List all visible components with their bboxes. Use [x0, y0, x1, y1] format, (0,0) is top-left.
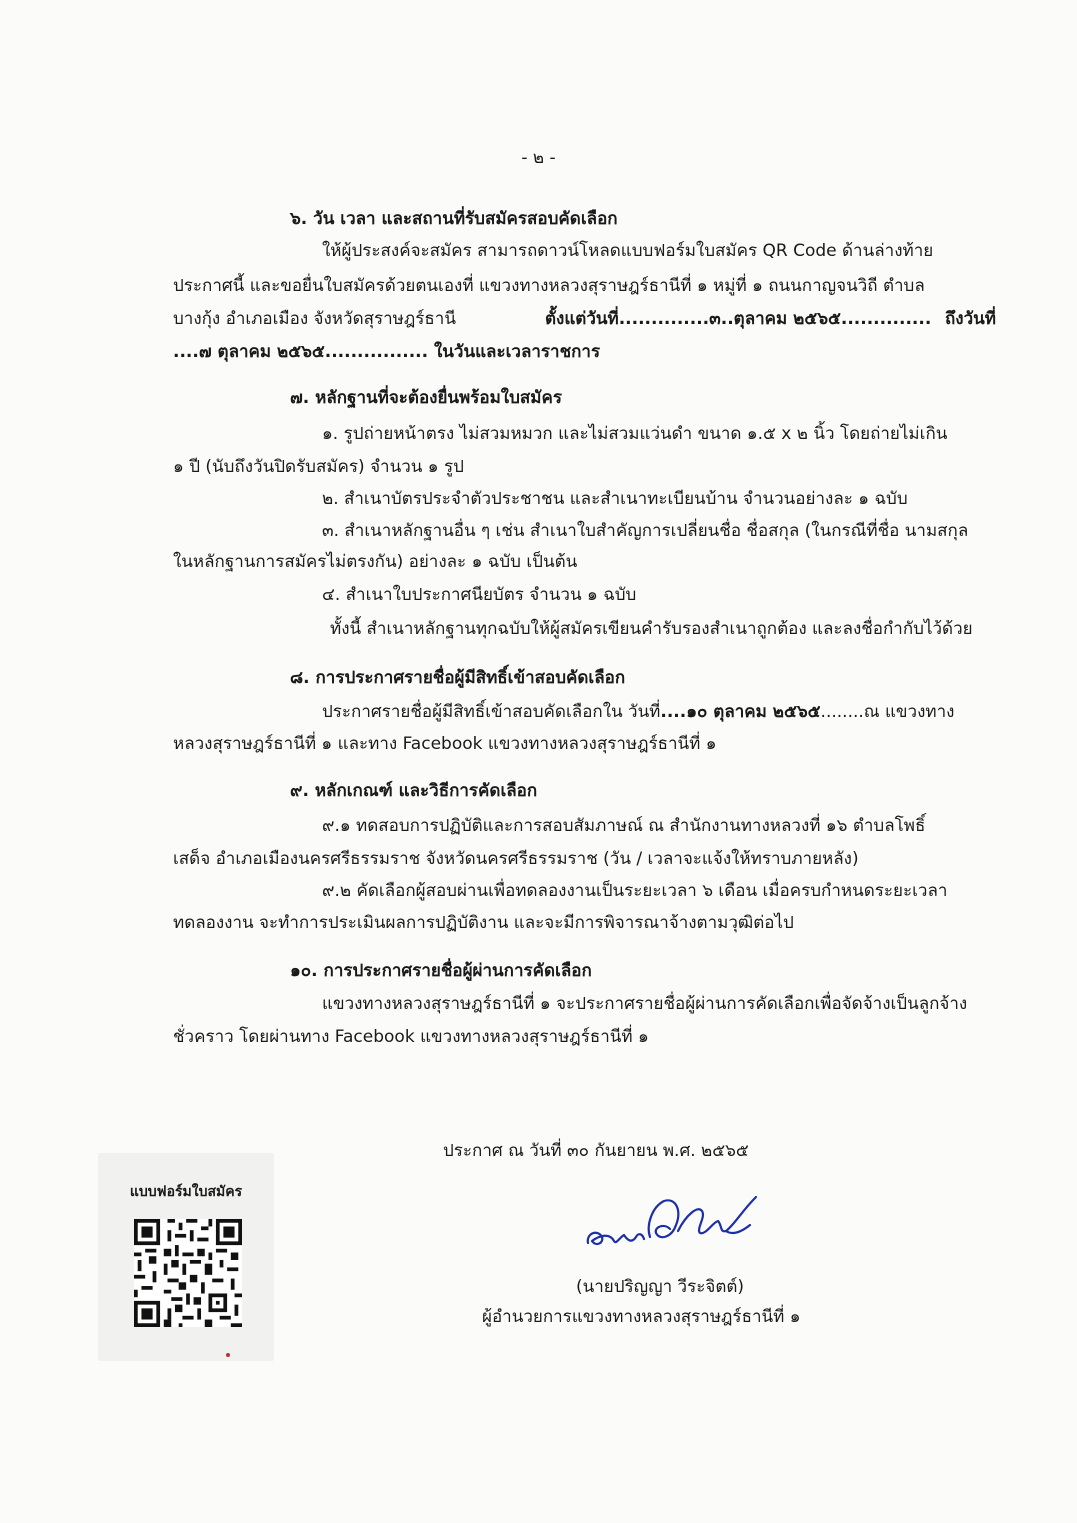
section-6-from-date: ตั้งแต่วันที่..............๓..ตุลาคม ๒๕๖๕.............. [545, 309, 932, 329]
signer-title: ผู้อำนวยการแขวงทางหลวงสุราษฎร์ธานีที่ ๑ [482, 1307, 801, 1327]
section-6-line-4: ....๗ ตุลาคม ๒๕๖๕................ ในวันและเวลาราชการ [173, 342, 601, 362]
qr-code-icon[interactable] [134, 1219, 242, 1327]
section-6-line-2: ประกาศนี้ และขอยื่นใบสมัครด้วยตนเองที่ แขวงทางหลวงสุราษฎร์ธานีที่ ๑ หมู่ที่ ๑ ถนนกาญจนวิถี ตำบล [173, 276, 925, 296]
section-8-text-a: ประกาศรายชื่อผู้มีสิทธิ์เข้าสอบคัดเลือกใน วันที่ [322, 702, 661, 722]
section-7-item-2: ๒. สำเนาบัตรประจำตัวประชาชน และสำเนาทะเบียนบ้าน จำนวนอย่างละ ๑ ฉบับ [322, 489, 908, 509]
section-6-line-3: บางกุ้ง อำเภอเมือง จังหวัดสุราษฎร์ธานี [173, 309, 456, 329]
signature-image [580, 1185, 780, 1255]
section-7-item-3-cont: ในหลักฐานการสมัครไม่ตรงกัน) อย่างละ ๑ ฉบับ เป็นต้น [173, 552, 578, 572]
section-6-heading: ๖. วัน เวลา และสถานที่รับสมัครสอบคัดเลือก [290, 209, 618, 229]
page-number: - ๒ - [521, 148, 556, 168]
section-8-date: ....๑๐ ตุลาคม ๒๕๖๕ [660, 702, 821, 722]
section-7-note: ทั้งนี้ สำเนาหลักฐานทุกฉบับให้ผู้สมัครเขียนคำรับรองสำเนาถูกต้อง และลงชื่อกำกับไว้ด้วย [330, 619, 973, 639]
section-10-heading: ๑๐. การประกาศรายชื่อผู้ผ่านการคัดเลือก [290, 961, 592, 981]
section-7-item-1-cont: ๑ ปี (นับถึงวันปิดรับสมัคร) จำนวน ๑ รูป [173, 457, 464, 477]
section-6-line-1: ให้ผู้ประสงค์จะสมัคร สามารถดาวน์โหลดแบบฟอร์มใบสมัคร QR Code ด้านล่างท้าย [322, 241, 934, 261]
qr-code-panel [98, 1153, 274, 1361]
section-9-item-1-cont: เสด็จ อำเภอเมืองนครศรีธรรมราช จังหวัดนครศรีธรรมราช (วัน / เวลาจะแจ้งให้ทราบภายหลัง) [173, 849, 859, 869]
announcement-date: ประกาศ ณ วันที่ ๓๐ กันยายน พ.ศ. ๒๕๖๕ [443, 1141, 749, 1161]
section-10-line-1: แขวงทางหลวงสุราษฎร์ธานีที่ ๑ จะประกาศรายชื่อผู้ผ่านการคัดเลือกเพื่อจัดจ้างเป็นลูกจ้าง [322, 994, 968, 1014]
section-8-line-1 [322, 701, 954, 723]
section-8-heading: ๘. การประกาศรายชื่อผู้มีสิทธิ์เข้าสอบคัดเลือก [290, 668, 626, 688]
section-9-item-1: ๙.๑ ทดสอบการปฏิบัติและการสอบสัมภาษณ์ ณ สำนักงานทางหลวงที่ ๑๖ ตำบลโพธิ์ [322, 816, 926, 836]
section-9-item-2-cont: ทดลองงาน จะทำการประเมินผลการปฏิบัติงาน และจะมีการพิจารณาจ้างตามวุฒิต่อไป [173, 913, 794, 933]
section-9-item-2: ๙.๒ คัดเลือกผู้สอบผ่านเพื่อทดลองงานเป็นระยะเวลา ๖ เดือน เมื่อครบกำหนดระยะเวลา [322, 881, 948, 901]
section-9-heading: ๙. หลักเกณฑ์ และวิธีการคัดเลือก [290, 781, 538, 801]
section-7-item-1: ๑. รูปถ่ายหน้าตรง ไม่สวมหมวก และไม่สวมแว่นดำ ขนาด ๑.๕ x ๒ นิ้ว โดยถ่ายไม่เกิน [322, 424, 948, 444]
section-7-item-4: ๔. สำเนาใบประกาศนียบัตร จำนวน ๑ ฉบับ [322, 585, 637, 605]
section-6-to-label: ถึงวันที่ [945, 309, 996, 329]
section-10-line-2: ชั่วคราว โดยผ่านทาง Facebook แขวงทางหลวงสุราษฎร์ธานีที่ ๑ [173, 1027, 649, 1047]
section-7-item-3: ๓. สำเนาหลักฐานอื่น ๆ เช่น สำเนาใบสำคัญการเปลี่ยนชื่อ ชื่อสกุล (ในกรณีที่ชื่อ นามสกุล [322, 521, 969, 541]
qr-label: แบบฟอร์มใบสมัคร [129, 1184, 243, 1200]
section-8-line-2: หลวงสุราษฎร์ธานีที่ ๑ และทาง Facebook แขวงทางหลวงสุราษฎร์ธานีที่ ๑ [173, 734, 717, 754]
section-7-heading: ๗. หลักฐานที่จะต้องยื่นพร้อมใบสมัคร [290, 388, 562, 408]
section-8-text-c: ........ณ แขวงทาง [820, 702, 955, 722]
signer-name: (นายปริญญา วีระจิตต์) [575, 1277, 745, 1297]
red-mark [226, 1353, 230, 1357]
